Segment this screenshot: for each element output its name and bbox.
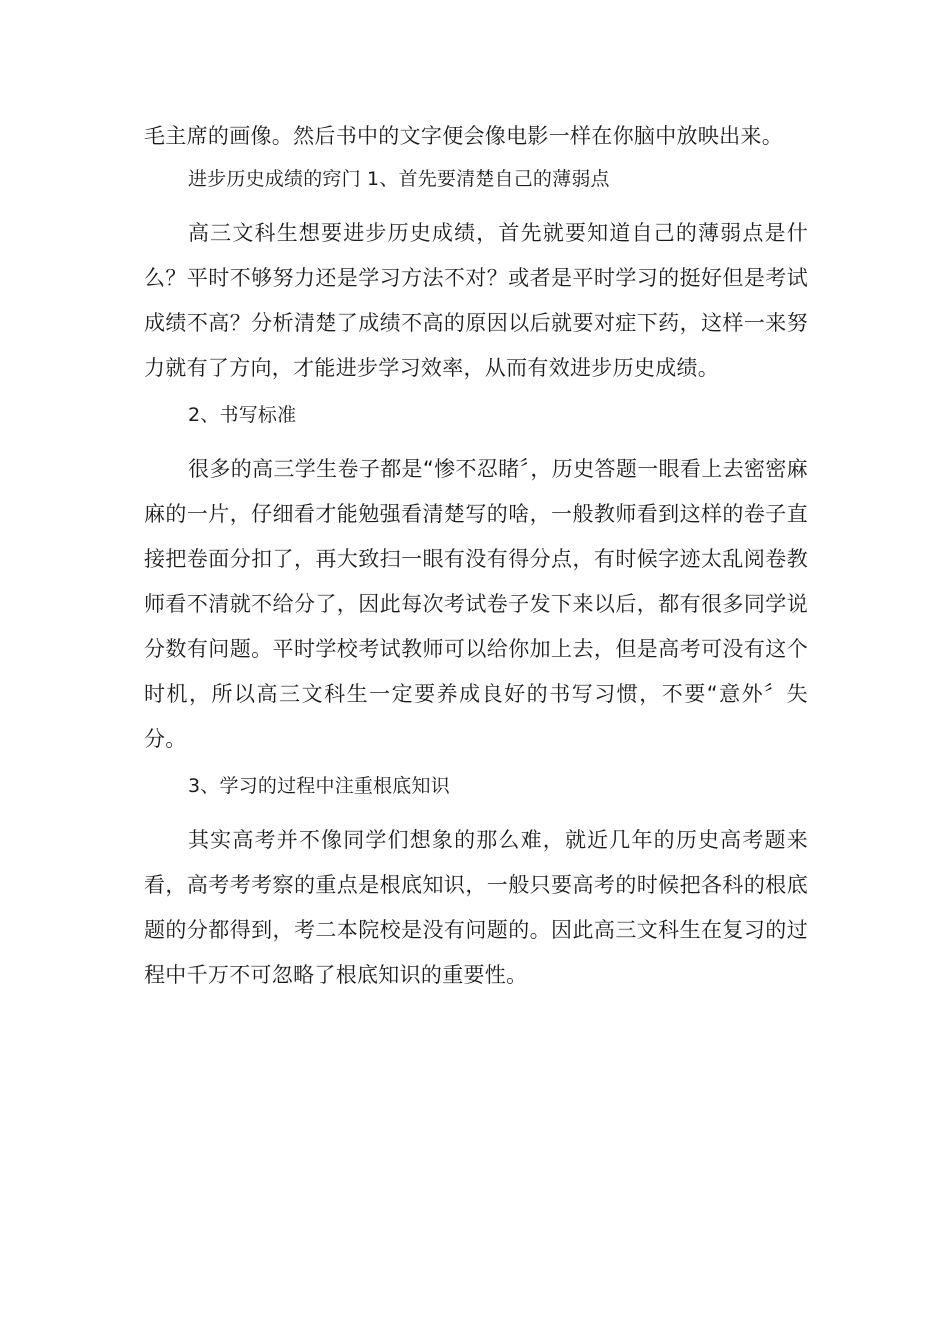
paragraph-weak-points: 高三文科生想要进步历史成绩，首先就要知道自己的薄弱点是什么？平时不够努力还是学习方法不对？或者是平时学习的挺好但是考试成绩不高？分析清楚了成绩不高的原因以后就要对症下药，这样一来努力就有了方向，才能进步学习效率，从而有效进步历史成绩。 [144, 221, 808, 380]
paragraph-handwriting: 很多的高三学生卷子都是“惨不忍睹〞，历史答题一眼看上去密密麻麻的一片，仔细看才能勉强看清楚写的啥，一般教师看到这样的卷子直接把卷面分扣了，再大致扫一眼有没有得分点，有时候字迹太乱阅卷教师看不清就不给分了，因此每次考试卷子发下来以后，都有很多同学说分数有问题。平时学校考试教师可以给你加上去，但是高考可没有这个时机，所以高三文科生一定要养成良好的书写习惯，不要“意外〞失分。 [144, 457, 808, 751]
section-heading-1: 进步历史成绩的窍门 1、首先要清楚自己的薄弱点 [188, 168, 610, 190]
paragraph-basics: 其实高考并不像同学们想象的那么难，就近几年的历史高考题来看，高考考考察的重点是根底知识，一般只要高考的时候把各科的根底题的分都得到，考二本院校是没有问题的。因此高三文科生在复习的过程中千万不可忽略了根底知识的重要性。 [144, 828, 808, 987]
section-heading-3: 3、学习的过程中注重根底知识 [188, 775, 450, 797]
section-heading-2: 2、书写标准 [188, 404, 297, 426]
paragraph-continuation: 毛主席的画像。然后书中的文字便会像电影一样在你脑中放映出来。 [144, 124, 783, 148]
document-body [144, 114, 808, 998]
